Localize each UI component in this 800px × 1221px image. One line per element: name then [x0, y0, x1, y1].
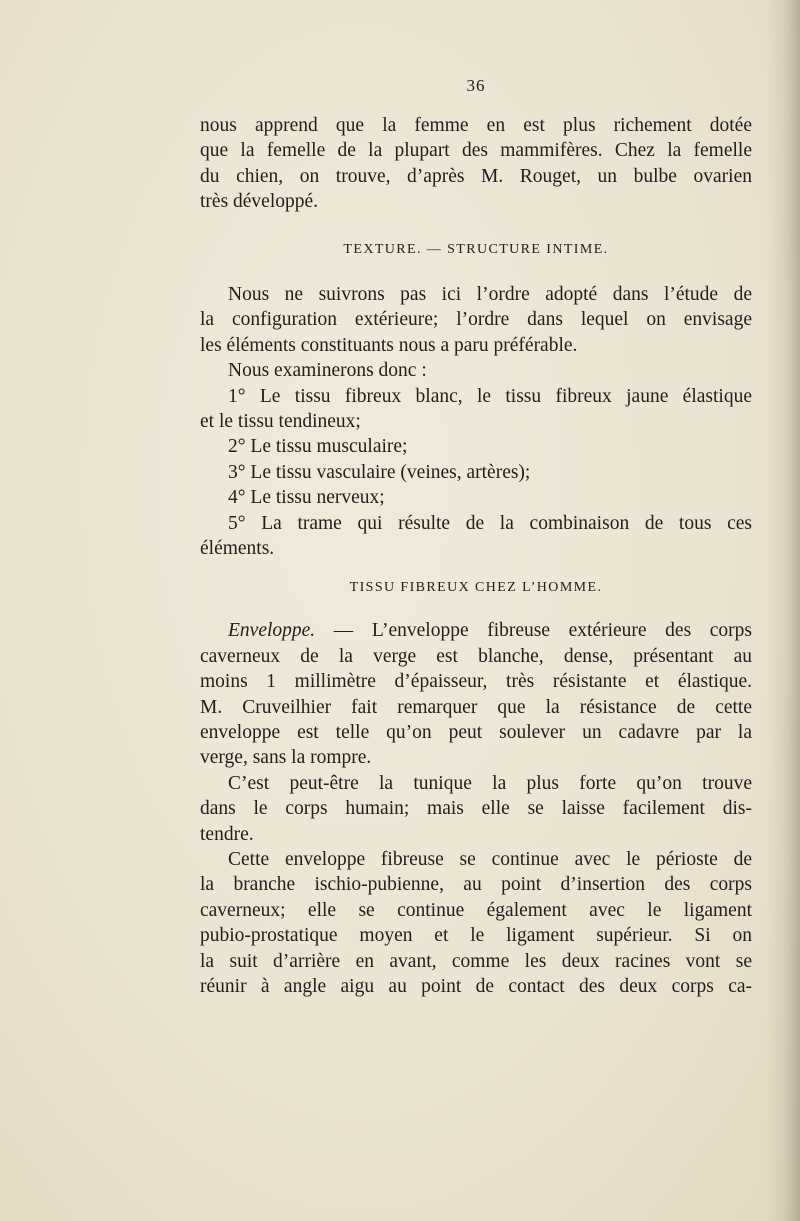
text-line: C’est peut-être la tunique la plus forte qu’on trouve [228, 773, 752, 794]
section-heading: TISSU FIBREUX CHEZ L’HOMME. [349, 580, 603, 595]
text-line: et le tissu tendineux; [200, 411, 361, 432]
text-line: verge, sans la rompre. [200, 747, 372, 768]
text-line: Nous ne suivrons pas ici l’ordre adopté dans l’étude de [228, 284, 752, 305]
text-line: M. Cruveilhier fait remarquer que la résistance de cette [200, 697, 752, 718]
text-line: caverneux; elle se continue également avec le ligament [200, 900, 752, 921]
list-item: 1° Le tissu fibreux blanc, le tissu fibreux jaune élastique [228, 386, 752, 407]
text-line: la configuration extérieure; l’ordre dans lequel on envisage [200, 309, 752, 330]
text-line: dans le corps humain; mais elle se laisse facilement dis- [200, 798, 752, 819]
list-item: 5° La trame qui résulte de la combinaison de tous ces [228, 513, 752, 534]
text-line: du chien, on trouve, d’après M. Rouget, un bulbe ovarien [200, 166, 752, 187]
text-line: très développé. [200, 191, 319, 212]
text-line: tendre. [200, 824, 254, 845]
text-line: éléments. [200, 538, 275, 559]
text-line: la branche ischio-pubienne, au point d’insertion des corps [200, 874, 752, 895]
text-line: caverneux de la verge est blanche, dense, présentant au [200, 646, 752, 667]
section-heading: TEXTURE. — STRUCTURE INTIME. [343, 242, 609, 257]
text-line: Cette enveloppe fibreuse se continue avec le périoste de [228, 849, 752, 870]
text-line: les éléments constituants nous a paru préférable. [200, 335, 578, 356]
list-item: 2° Le tissu musculaire; [228, 436, 408, 457]
text-line: la suit d’arrière en avant, comme les deux racines vont se [200, 951, 752, 972]
list-item: 3° Le tissu vasculaire (veines, artères); [228, 462, 531, 483]
page-number: 36 [466, 76, 486, 95]
page-edge-shadow [766, 0, 800, 1221]
text-line: réunir à angle aigu au point de contact des deux corps ca- [200, 976, 752, 997]
text-line: enveloppe est telle qu’on peut soulever un cadavre par la [200, 722, 752, 743]
text-line [228, 618, 752, 643]
text-line: que la femelle de la plupart des mammifères. Chez la femelle [200, 140, 752, 161]
text-line: moins 1 millimètre d’épaisseur, très résistante et élastique. [200, 671, 752, 692]
list-item: 4° Le tissu nerveux; [228, 487, 385, 508]
text-line: pubio-prostatique moyen et le ligament supérieur. Si on [200, 925, 752, 946]
run-in-heading: Enveloppe. [228, 620, 316, 641]
text-line: nous apprend que la femme en est plus richement dotée [200, 115, 752, 136]
text-run: — L’enveloppe fibreuse extérieure des corps [315, 620, 752, 641]
text-line: Nous examinerons donc : [228, 360, 427, 381]
